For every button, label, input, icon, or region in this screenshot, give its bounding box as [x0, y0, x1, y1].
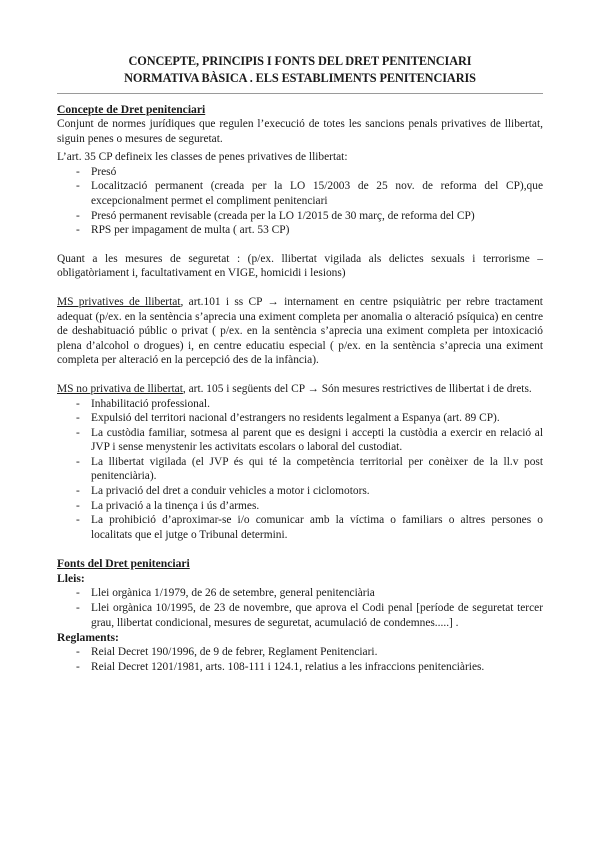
list-item: - Llei orgànica 10/1995, de 23 de novembre, que aprova el Codi penal [període de seguretat tercer grau, llibertat condicional, mesures de seguretat, acumulació de condemnes.....] . — [57, 601, 543, 630]
reglaments-label: Reglaments: — [57, 631, 119, 645]
ms-no-privativa-label: MS no privativa de llibertat — [57, 382, 183, 395]
list-item: - Presó — [57, 165, 543, 180]
list-item: - Inhabilitació professional. — [57, 397, 543, 412]
lleis-label: Lleis: — [57, 572, 85, 586]
ms-privatives-text: , art.101 i ss CP → internament en centre psiquiàtric per rebre tractament adequat (p/ex. en la sentència s’aprecia una eximent completa per anomalia o alteració psíquica) en centre de deshabituació públic o privat ( p/ex. en la sentència s’aprecia una eximent completa per intoxicació plena d’alcohol o drogues) i, en centre educatiu especial ( p/ex. en la sentència s’aprecia una eximent completa per alteració en la percepció des de la infància). — [57, 295, 543, 367]
list-item: - Llei orgànica 1/1979, de 26 de setembre, general penitenciària — [57, 586, 543, 601]
list-item: - Localització permanent (creada per la LO 15/2003 de 25 nov. de reforma del CP),que excepcionalment permet el compliment penitenciari — [57, 179, 543, 208]
section-heading-concepte: Concepte de Dret penitenciari — [57, 103, 206, 116]
list-item: - Reial Decret 190/1996, de 9 de febrer, Reglament Penitenciari. — [57, 645, 543, 660]
list-item: - Presó permanent revisable (creada per la LO 1/2015 de 30 març, de reforma del CP) — [57, 209, 543, 224]
reglaments-list — [57, 645, 543, 674]
title-line-1: CONCEPTE, PRINCIPIS I FONTS DEL DRET PENITENCIARI — [128, 54, 472, 68]
ms-no-privativa-text: , art. 105 i següents del CP → Són mesures restrictives de llibertat i de drets. — [182, 382, 532, 395]
mesures-paragraph: Quant a les mesures de seguretat : (p/ex. llibertat vigilada als delictes sexuals i terrorisme – obligatòriament i, facultativament en VIGE, homicidi i lesions) — [57, 252, 543, 280]
document-page — [57, 53, 543, 674]
ms-privatives-label: MS privatives de llibertat — [57, 295, 181, 308]
list-item: - La privació a la tinença i ús d’armes. — [57, 499, 543, 514]
list-item: - RPS per impagament de multa ( art. 53 CP) — [57, 223, 543, 238]
ms-privatives-paragraph — [57, 295, 543, 368]
ms-no-privativa-paragraph — [57, 382, 543, 397]
list-item: - Expulsió del territori nacional d’estrangers no residents legalment a Espanya (art. 89 CP). — [57, 411, 543, 426]
title-line-2: NORMATIVA BÀSICA . ELS ESTABLIMENTS PENITENCIARIS — [124, 71, 476, 85]
list-item: - La custòdia familiar, sotmesa al parent que es designi i accepti la custòdia a exercir en relació al JVP i sense menystenir les activitats escolars o laboral del custodiat. — [57, 426, 543, 455]
ms-no-privativa-list — [57, 397, 543, 543]
classes-list — [57, 165, 543, 238]
list-item: - La llibertat vigilada (el JVP és qui té la competència territorial per conèixer de la ll.v post penitenciària). — [57, 455, 543, 484]
list-item: - La prohibició d’aproximar-se i/o comunicar amb la víctima o familiars o altres persones o localitats que el jutge o Tribunal determini. — [57, 513, 543, 542]
classes-intro: L’art. 35 CP defineix les classes de penes privatives de llibertat: — [57, 151, 348, 164]
lleis-list — [57, 586, 543, 630]
list-item: - Reial Decret 1201/1981, arts. 108-111 i 124.1, relatius a les infraccions penitenciàries. — [57, 660, 543, 675]
definition-paragraph: Conjunt de normes jurídiques que regulen l’execució de totes les sancions penals privatives de llibertat, siguin penes o mesures de seguretat. — [57, 118, 543, 145]
list-item: - La privació del dret a conduir vehicles a motor i ciclomotors. — [57, 484, 543, 499]
title-divider — [57, 93, 543, 94]
section-heading-fonts: Fonts del Dret penitenciari — [57, 557, 190, 571]
document-title — [57, 53, 543, 87]
